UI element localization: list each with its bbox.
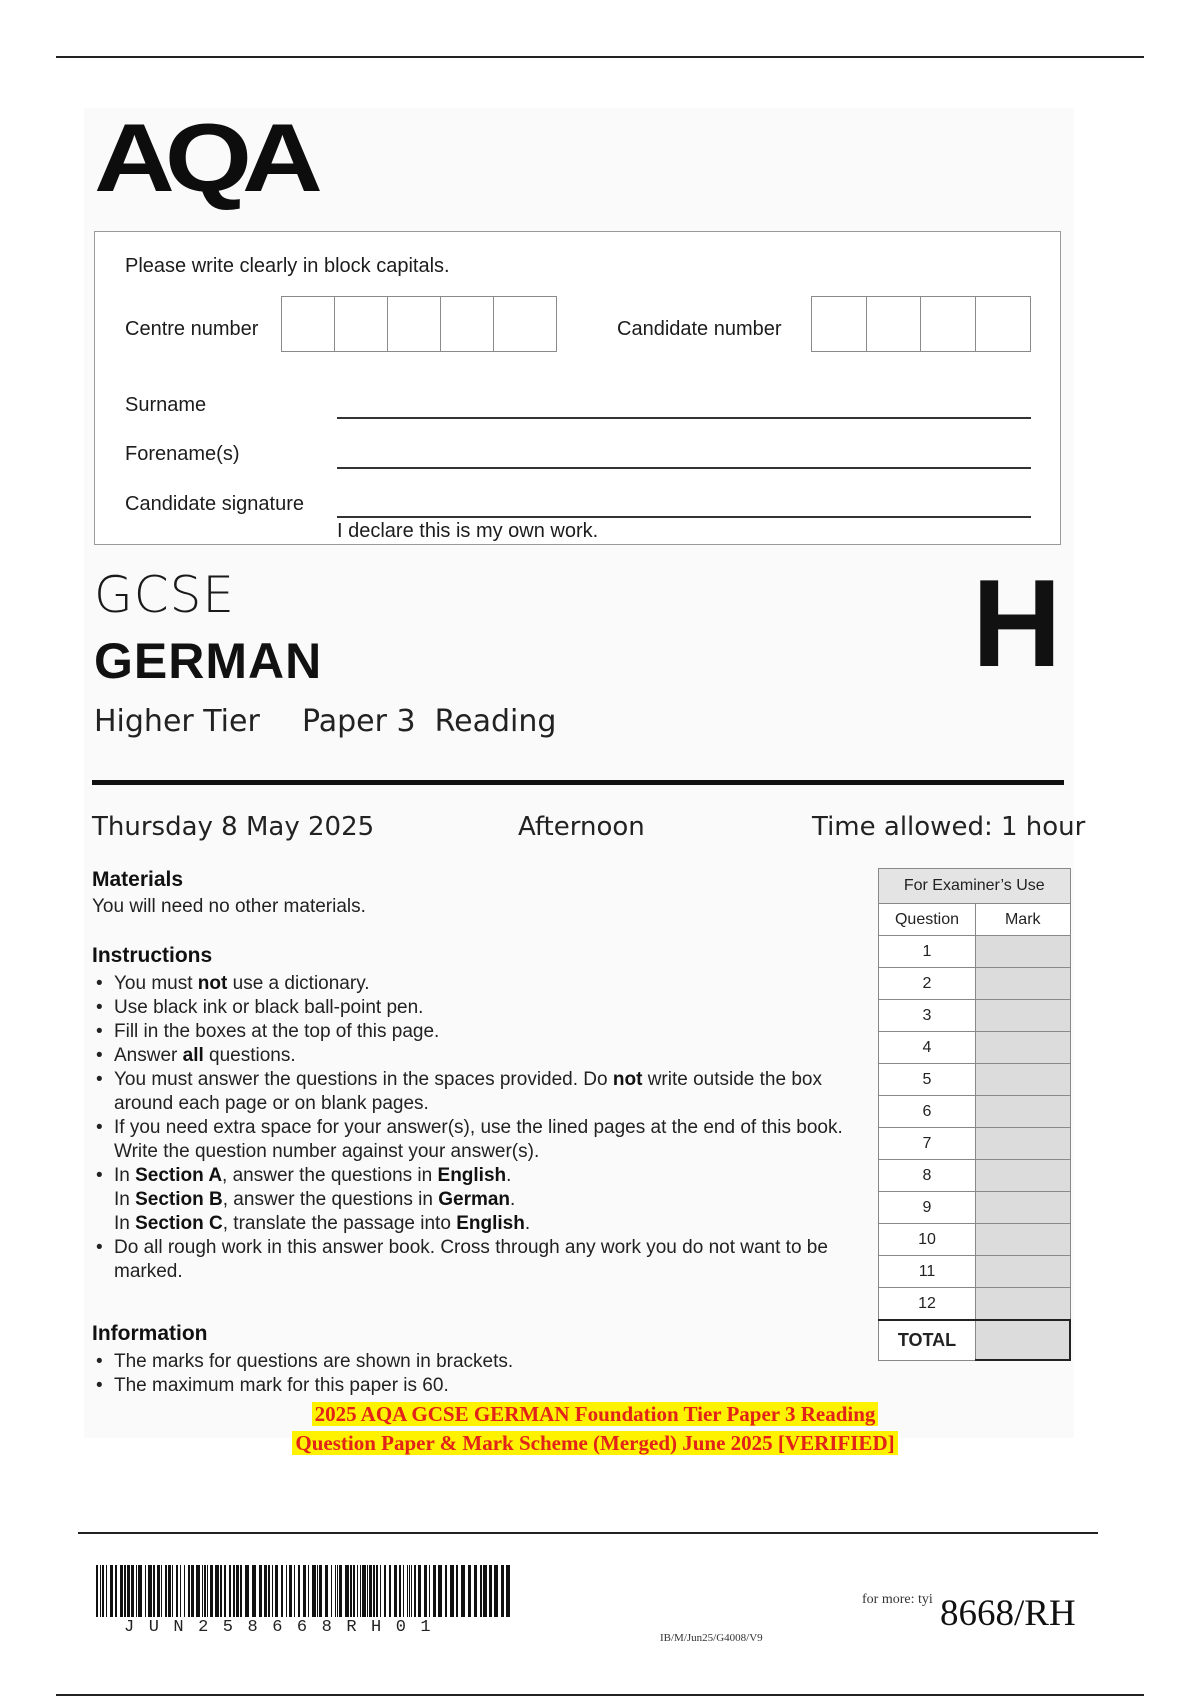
instruction-text: . [524, 1213, 531, 1234]
instruction-text: You must answer the questions in the spaces provided. Do [114, 1069, 613, 1090]
barcode-bar [380, 1565, 381, 1617]
mark-cell[interactable] [976, 1160, 1071, 1192]
centre-number-cell[interactable] [494, 297, 547, 351]
barcode-bar [100, 1565, 101, 1617]
instruction-emphasis: English [456, 1213, 525, 1234]
paper-code: 8668/RH [940, 1593, 1076, 1634]
barcode-bar [367, 1565, 368, 1617]
materials-text: You will need no other materials. [92, 896, 366, 917]
barcode-bar [456, 1565, 458, 1617]
instruction-text: , answer the questions in [222, 1165, 438, 1186]
instruction-item [92, 972, 852, 996]
barcode-bar [407, 1565, 408, 1617]
question-number: 5 [879, 1064, 976, 1096]
examiner-row [879, 936, 1071, 968]
mark-cell[interactable] [976, 1000, 1071, 1032]
barcode-bar [268, 1565, 270, 1617]
candidate-number-field[interactable] [811, 296, 1031, 352]
subject-title: GERMAN [94, 633, 323, 689]
barcode-bar [429, 1565, 430, 1617]
barcode-bar [474, 1565, 477, 1617]
barcode-bar [394, 1565, 397, 1617]
barcode-bar [102, 1565, 104, 1617]
barcode-bar [489, 1565, 492, 1617]
centre-number-field[interactable] [281, 296, 557, 352]
barcode-bar [298, 1565, 300, 1617]
barcode-bar [96, 1565, 98, 1617]
instruction-text: use a dictionary. [227, 973, 370, 994]
question-number: 2 [879, 968, 976, 1000]
instruction-text: In [114, 1165, 136, 1186]
barcode-bar [188, 1565, 190, 1617]
examiner-row [879, 1096, 1071, 1128]
barcode-bar [461, 1565, 465, 1617]
barcode-bar [433, 1565, 436, 1617]
centre-number-cell[interactable] [335, 297, 388, 351]
instruction-item [92, 1068, 852, 1116]
barcode-bar [272, 1565, 273, 1617]
question-number: 8 [879, 1160, 976, 1192]
instruction-text: Use black ink or black ball-point pen. [114, 997, 424, 1018]
barcode-bar [127, 1565, 130, 1617]
mark-cell[interactable] [976, 1224, 1071, 1256]
mark-cell[interactable] [976, 1064, 1071, 1096]
barcode-bar [373, 1565, 375, 1617]
barcode-bar [409, 1565, 410, 1617]
barcode-bar [506, 1565, 510, 1617]
barcode-bar [184, 1565, 185, 1617]
instruction-item [92, 1236, 852, 1284]
candidate-details-box [94, 231, 1061, 545]
examiner-use-table [878, 868, 1071, 1361]
barcode-bar [483, 1565, 487, 1617]
instruction-emphasis: Section A [135, 1165, 223, 1186]
barcode-bar [172, 1565, 173, 1617]
examiner-table-title: For Examiner’s Use [879, 869, 1071, 904]
barcode-bar [494, 1565, 498, 1617]
instruction-text: Answer [114, 1045, 183, 1066]
centre-number-cell[interactable] [388, 297, 441, 351]
barcode-bar [124, 1565, 126, 1617]
mark-cell[interactable] [976, 1128, 1071, 1160]
barcode-bar [312, 1565, 316, 1617]
instruction-emphasis: all [182, 1045, 204, 1066]
barcode-text: JUN258668RH01 [124, 1618, 446, 1637]
barcode-bar [411, 1565, 412, 1617]
barcode-bar [438, 1565, 442, 1617]
instructions-heading: Instructions [92, 944, 213, 967]
total-row [879, 1320, 1071, 1360]
candidate-number-cell[interactable] [921, 297, 976, 351]
instruction-text: , translate the passage into [222, 1213, 457, 1234]
candidate-number-cell[interactable] [812, 297, 867, 351]
barcode-bar [281, 1565, 283, 1617]
barcode-bar [157, 1565, 160, 1617]
examiner-row [879, 1064, 1071, 1096]
tier-label: Higher Tier [94, 704, 260, 739]
bottom-edge-rule [56, 1694, 1144, 1696]
barcode-bar [468, 1565, 471, 1617]
total-mark-cell[interactable] [976, 1320, 1071, 1360]
instruction-text: . [506, 1165, 512, 1186]
examiner-row [879, 1128, 1071, 1160]
instruction-emphasis: not [197, 973, 228, 994]
barcode-bar [353, 1565, 355, 1617]
barcode-bar [369, 1565, 372, 1617]
question-number: 9 [879, 1192, 976, 1224]
centre-number-label: Centre number [125, 318, 259, 340]
barcode-bar [145, 1565, 146, 1617]
mark-cell[interactable] [976, 1032, 1071, 1064]
barcode-bar [131, 1565, 134, 1617]
question-number: 7 [879, 1128, 976, 1160]
exam-date: Thursday 8 May 2025 [92, 812, 375, 842]
barcode-bar [207, 1565, 208, 1617]
examiner-row [879, 1032, 1071, 1064]
barcode-bar [138, 1565, 142, 1617]
barcode-bar [399, 1565, 401, 1617]
examiner-row [879, 968, 1071, 1000]
instruction-item [92, 1164, 852, 1236]
barcode-bar [176, 1565, 178, 1617]
barcode-bar [450, 1565, 454, 1617]
instruction-text: Do all rough work in this answer book. Cross through any work you do not want to be marked. [114, 1237, 828, 1282]
instruction-emphasis: not [612, 1069, 643, 1090]
exam-session: Afternoon [518, 812, 645, 842]
barcode-bar [303, 1565, 306, 1617]
mark-cell[interactable] [976, 1096, 1071, 1128]
block-capitals-instruction: Please write clearly in block capitals. [125, 255, 450, 277]
examiner-row [879, 1256, 1071, 1288]
total-label: TOTAL [879, 1320, 976, 1360]
barcode-bar [275, 1565, 278, 1617]
question-number: 4 [879, 1032, 976, 1064]
barcode-bar [345, 1565, 349, 1617]
barcode-bar [357, 1565, 358, 1617]
reference-code: IB/M/Jun25/G4008/V9 [660, 1632, 763, 1644]
barcode-bar [360, 1565, 361, 1617]
barcode-bar [236, 1565, 239, 1617]
barcode-bar [403, 1565, 404, 1617]
barcode-bar [153, 1565, 155, 1617]
instruction-text: In [114, 1189, 136, 1210]
forename-label: Forename(s) [125, 443, 240, 465]
instruction-text: In [114, 1213, 136, 1234]
qualification-title: GCSE [94, 566, 235, 624]
barcode-bar [120, 1565, 123, 1617]
declaration-text: I declare this is my own work. [337, 520, 599, 542]
materials-heading: Materials [92, 868, 184, 891]
barcode-bar [245, 1565, 249, 1617]
barcode-bar [233, 1565, 235, 1617]
mark-cell[interactable] [976, 1288, 1071, 1321]
barcode-bar [161, 1565, 162, 1617]
barcode-bar [196, 1565, 200, 1617]
barcode-bar [308, 1565, 309, 1617]
barcode-bar [362, 1565, 366, 1617]
question-number: 3 [879, 1000, 976, 1032]
examiner-row [879, 1192, 1071, 1224]
barcode-bar [204, 1565, 206, 1617]
barcode-bar [106, 1565, 107, 1617]
barcode-bar [180, 1565, 181, 1617]
candidate-number-cell[interactable] [867, 297, 922, 351]
instruction-text: Fill in the boxes at the top of this page. [114, 1021, 440, 1042]
surname-field[interactable] [337, 417, 1031, 419]
tier-letter: H [972, 555, 1062, 693]
candidate-number-label: Candidate number [617, 318, 782, 340]
barcode-bar [445, 1565, 447, 1617]
barcode-bar [191, 1565, 194, 1617]
examiner-row [879, 1224, 1071, 1256]
title-divider [92, 780, 1064, 785]
instruction-text: questions. [203, 1045, 296, 1066]
barcode-bar [136, 1565, 137, 1617]
signature-field[interactable] [337, 516, 1031, 518]
examiner-row [879, 1160, 1071, 1192]
centre-number-cell[interactable] [441, 297, 494, 351]
signature-label: Candidate signature [125, 493, 305, 515]
instruction-text: write outside the box around each page or on blank pages. [114, 1069, 822, 1114]
instruction-item [92, 996, 852, 1020]
instruction-emphasis: Section C [135, 1213, 223, 1234]
barcode-bar [264, 1565, 267, 1617]
promo-line-2: Question Paper & Mark Scheme (Merged) June 2025 [VERIFIED] [292, 1431, 897, 1455]
barcode [96, 1565, 510, 1617]
barcode-bar [148, 1565, 152, 1617]
information-item: • The maximum mark for this paper is 60. [92, 1374, 852, 1398]
barcode-bar [418, 1565, 421, 1617]
barcode-bar [414, 1565, 416, 1617]
barcode-bar [215, 1565, 219, 1617]
top-rule [56, 56, 1144, 58]
barcode-bar [335, 1565, 336, 1617]
barcode-bar [339, 1565, 342, 1617]
instruction-text: You must [114, 973, 198, 994]
barcode-bar [202, 1565, 203, 1617]
information-heading: Information [92, 1322, 208, 1345]
barcode-bar [376, 1565, 378, 1617]
instruction-item [92, 1020, 852, 1044]
footer-rule [78, 1532, 1098, 1534]
examiner-row [879, 1000, 1071, 1032]
candidate-number-cell[interactable] [976, 297, 1031, 351]
barcode-bar [325, 1565, 328, 1617]
instruction-text: . [510, 1189, 516, 1210]
instructions-list [92, 972, 852, 1284]
time-allowed: Time allowed: 1 hour [812, 812, 1086, 842]
barcode-bar [317, 1565, 318, 1617]
barcode-bar [165, 1565, 167, 1617]
centre-number-cell[interactable] [282, 297, 335, 351]
barcode-bar [350, 1565, 352, 1617]
instruction-item [92, 1044, 852, 1068]
for-more-watermark: for more: tyi [862, 1592, 933, 1607]
question-number: 10 [879, 1224, 976, 1256]
question-number: 11 [879, 1256, 976, 1288]
barcode-bar [210, 1565, 213, 1617]
paper-label: Paper 3 Reading [302, 704, 557, 739]
information-item: • The marks for questions are shown in brackets. [92, 1350, 852, 1374]
barcode-bar [220, 1565, 222, 1617]
promo-line-1: 2025 AQA GCSE GERMAN Foundation Tier Paper 3 Reading [312, 1402, 879, 1426]
barcode-bar [110, 1565, 113, 1617]
forename-field[interactable] [337, 467, 1031, 469]
barcode-bar [224, 1565, 226, 1617]
surname-label: Surname [125, 394, 207, 416]
barcode-bar [259, 1565, 262, 1617]
mark-cell[interactable] [976, 1192, 1071, 1224]
mark-cell[interactable] [976, 936, 1071, 968]
aqa-logo: AQA [94, 103, 313, 212]
examiner-row [879, 1288, 1071, 1321]
barcode-bar [240, 1565, 242, 1617]
barcode-bar [294, 1565, 295, 1617]
instruction-text: , answer the questions in [222, 1189, 439, 1210]
mark-cell[interactable] [976, 1256, 1071, 1288]
barcode-bar [289, 1565, 292, 1617]
barcode-bar [501, 1565, 504, 1617]
barcode-bar [424, 1565, 427, 1617]
barcode-bar [384, 1565, 386, 1617]
promo-banner [200, 1400, 990, 1458]
barcode-bar [115, 1565, 117, 1617]
question-number: 6 [879, 1096, 976, 1128]
barcode-bar [286, 1565, 287, 1617]
question-number: 1 [879, 936, 976, 968]
barcode-bar [229, 1565, 231, 1617]
barcode-bar [389, 1565, 391, 1617]
instruction-item [92, 1116, 852, 1164]
question-number: 12 [879, 1288, 976, 1321]
barcode-bar [252, 1565, 256, 1617]
instruction-emphasis: German [438, 1189, 511, 1210]
barcode-bar [331, 1565, 332, 1617]
barcode-bar [319, 1565, 322, 1617]
information-list [92, 1350, 852, 1398]
barcode-bar [480, 1565, 482, 1617]
question-column-header: Question [879, 904, 976, 936]
instruction-text: If you need extra space for your answer(s), use the lined pages at the end of this book. Write the question number against your answer(s). [114, 1117, 843, 1162]
mark-column-header: Mark [976, 904, 1071, 936]
mark-cell[interactable] [976, 968, 1071, 1000]
instruction-emphasis: Section B [135, 1189, 223, 1210]
barcode-bar [337, 1565, 338, 1617]
barcode-bar [168, 1565, 171, 1617]
instruction-emphasis: English [437, 1165, 507, 1186]
